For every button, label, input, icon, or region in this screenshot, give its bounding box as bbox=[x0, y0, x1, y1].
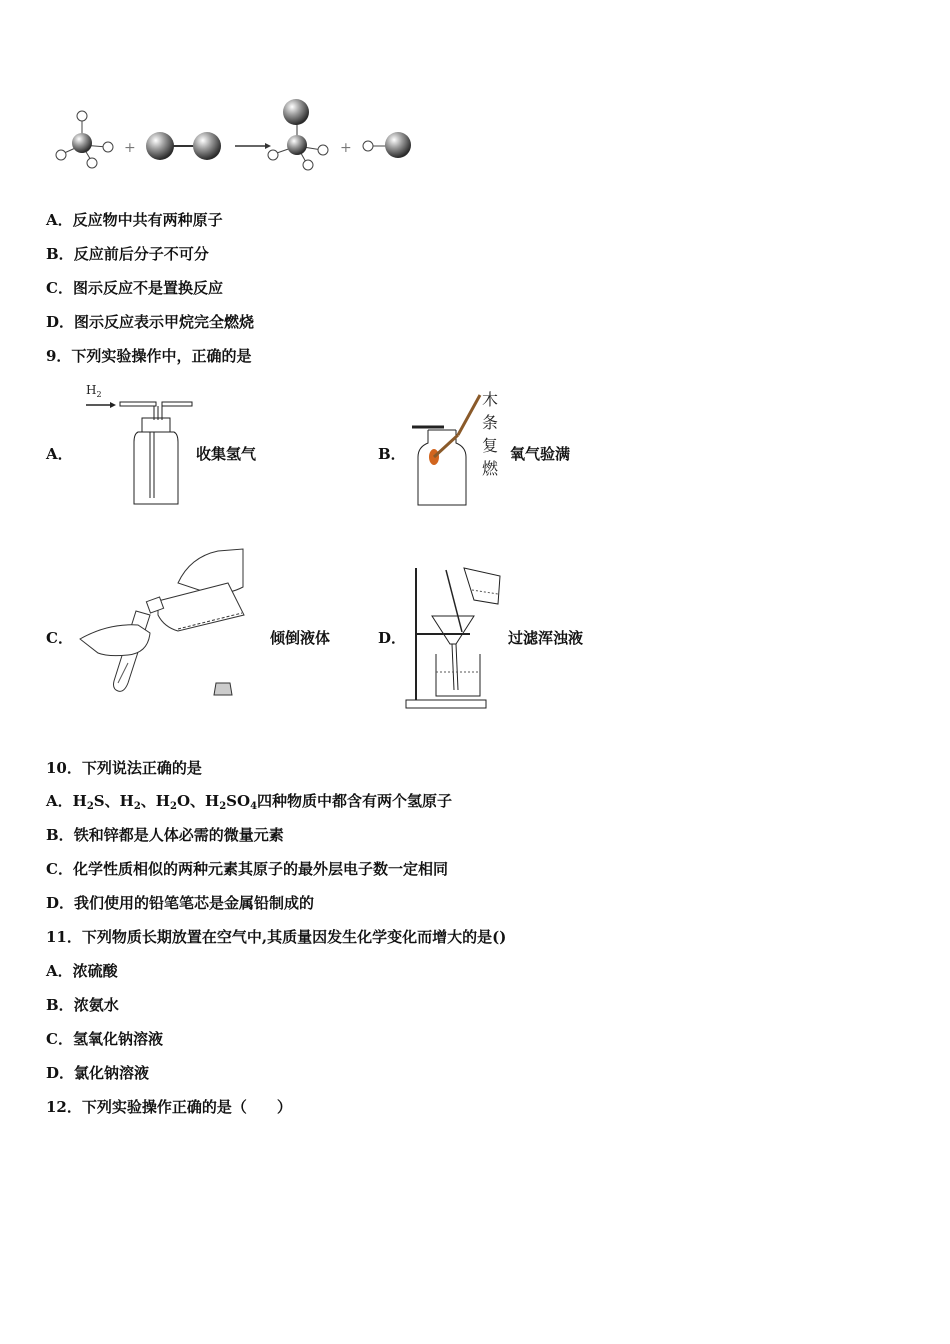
oxygen-test-bottle-figure bbox=[408, 385, 488, 510]
chlorine-molecule bbox=[146, 132, 221, 160]
q12-stem: 12．下列实验操作正确的是（ ） bbox=[46, 1098, 292, 1116]
q9-option-a-caption: 收集氢气 bbox=[196, 445, 257, 463]
q11-option-b[interactable]: B．浓氨水 bbox=[46, 996, 119, 1014]
methane-molecule bbox=[56, 111, 113, 168]
reaction-diagram bbox=[52, 98, 422, 188]
q10-stem: 10．下列说法正确的是 bbox=[46, 759, 202, 777]
q9-option-d-caption: 过滤浑浊液 bbox=[508, 629, 584, 647]
h2-label: $H_2$ bbox=[86, 383, 102, 399]
q9-option-d-label[interactable]: D． bbox=[378, 629, 407, 647]
filtration-apparatus-figure bbox=[402, 562, 512, 712]
chloromethane-molecule bbox=[268, 99, 328, 170]
q9-option-a-label[interactable]: A． bbox=[46, 445, 73, 463]
q8-option-b[interactable]: B．反应前后分子不可分 bbox=[46, 245, 209, 263]
q9-option-c-caption: 倾倒液体 bbox=[270, 629, 331, 647]
svg-text:+: + bbox=[124, 140, 136, 156]
q10-option-c[interactable]: C．化学性质相似的两种元素其原子的最外层电子数一定相同 bbox=[46, 860, 448, 878]
hcl-molecule bbox=[363, 132, 411, 158]
q9-option-c-label[interactable]: C． bbox=[46, 629, 73, 647]
q10-option-b[interactable]: B．铁和锌都是人体必需的微量元素 bbox=[46, 826, 284, 844]
q10-option-d[interactable]: D．我们使用的铅笔笔芯是金属铅制成的 bbox=[46, 894, 315, 912]
q11-option-a[interactable]: A．浓硫酸 bbox=[46, 962, 118, 980]
q11-stem: 11．下列物质长期放置在空气中,其质量因发生化学变化而增大的是() bbox=[46, 928, 507, 946]
q9-option-b-caption: 氧气验满 bbox=[510, 445, 571, 463]
q8-option-a[interactable]: A．反应物中共有两种原子 bbox=[46, 211, 223, 229]
svg-text:+: + bbox=[340, 140, 352, 156]
q10-option-a[interactable]: A．$H_2S$、$H_2$、$H_2O$、$H_2SO_4$四种物质中都含有两个氢原子 bbox=[46, 792, 453, 812]
q11-option-c[interactable]: C．氢氧化钠溶液 bbox=[46, 1030, 163, 1048]
q9-stem: 9．下列实验操作中，正确的是 bbox=[46, 347, 252, 365]
wood-relight-vertical-label: 木 条 复 燃 bbox=[482, 390, 499, 478]
q8-option-c[interactable]: C．图示反应不是置换反应 bbox=[46, 279, 223, 297]
gas-collection-bottle-figure bbox=[82, 380, 212, 510]
q11-option-d[interactable]: D．氯化钠溶液 bbox=[46, 1064, 150, 1082]
q9-option-b-label[interactable]: B． bbox=[378, 445, 406, 463]
q8-option-d[interactable]: D．图示反应表示甲烷完全燃烧 bbox=[46, 313, 255, 331]
pouring-liquid-figure bbox=[78, 543, 248, 703]
